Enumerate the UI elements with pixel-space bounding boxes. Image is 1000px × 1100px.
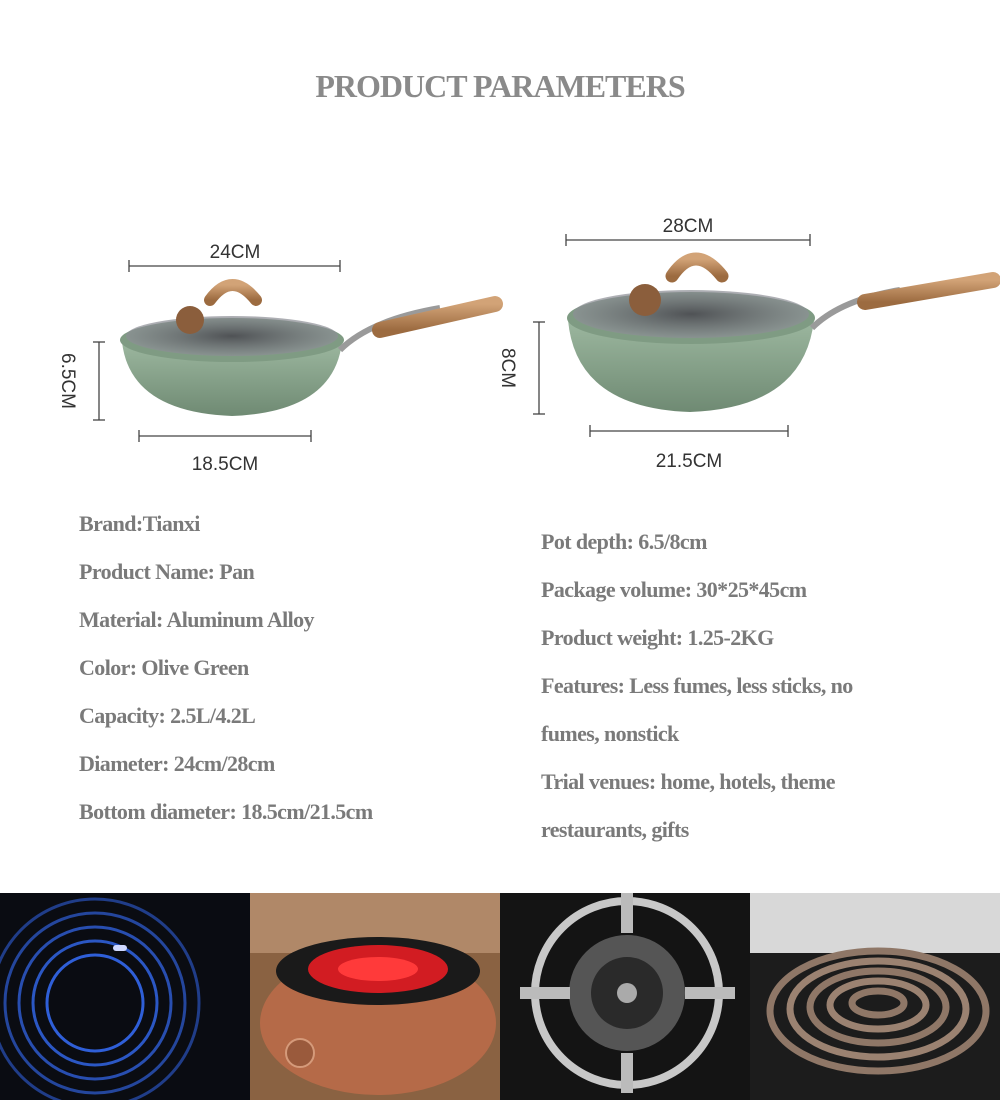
top-diameter-label-small: 24CM <box>209 242 261 263</box>
spec-product-name: Product Name: Pan <box>79 559 255 584</box>
spec-trial-venues-cont: restaurants, gifts <box>541 817 689 842</box>
page-title: PRODUCT PARAMETERS <box>315 68 685 104</box>
height-label-large: 8CM <box>497 347 518 389</box>
electric-coil-stove-image <box>750 893 1000 1100</box>
spec-list-left <box>79 500 373 836</box>
spec-bottom-diameter: Bottom diameter: 18.5cm/21.5cm <box>79 799 373 824</box>
spec-color: Color: Olive Green <box>79 655 249 680</box>
spec-pot-depth: Pot depth: 6.5/8cm <box>541 529 707 554</box>
pan-small <box>57 242 495 475</box>
pan-dimension-diagram <box>0 190 1000 490</box>
bottom-diameter-label-large: 21.5CM <box>655 451 723 472</box>
spec-features: Features: Less fumes, less sticks, no <box>541 673 853 698</box>
pan-large <box>497 216 993 472</box>
induction-cooktop-image <box>0 893 250 1100</box>
stove-compatibility-strip <box>0 893 1000 1100</box>
height-label-small: 6.5CM <box>57 353 78 409</box>
spec-features-cont: fumes, nonstick <box>541 721 679 746</box>
spec-material: Material: Aluminum Alloy <box>79 607 314 632</box>
spec-brand: Brand:Tianxi <box>79 511 200 536</box>
spec-product-weight: Product weight: 1.25-2KG <box>541 625 774 650</box>
spec-diameter: Diameter: 24cm/28cm <box>79 751 275 776</box>
spec-capacity: Capacity: 2.5L/4.2L <box>79 703 256 728</box>
gas-burner-image <box>500 893 750 1100</box>
spec-trial-venues: Trial venues: home, hotels, theme <box>541 769 835 794</box>
ceramic-heater-image <box>250 893 500 1100</box>
top-diameter-label-large: 28CM <box>662 216 714 237</box>
spec-package-volume: Package volume: 30*25*45cm <box>541 577 807 602</box>
spec-list-right <box>541 518 853 854</box>
bottom-diameter-label-small: 18.5CM <box>191 454 259 475</box>
